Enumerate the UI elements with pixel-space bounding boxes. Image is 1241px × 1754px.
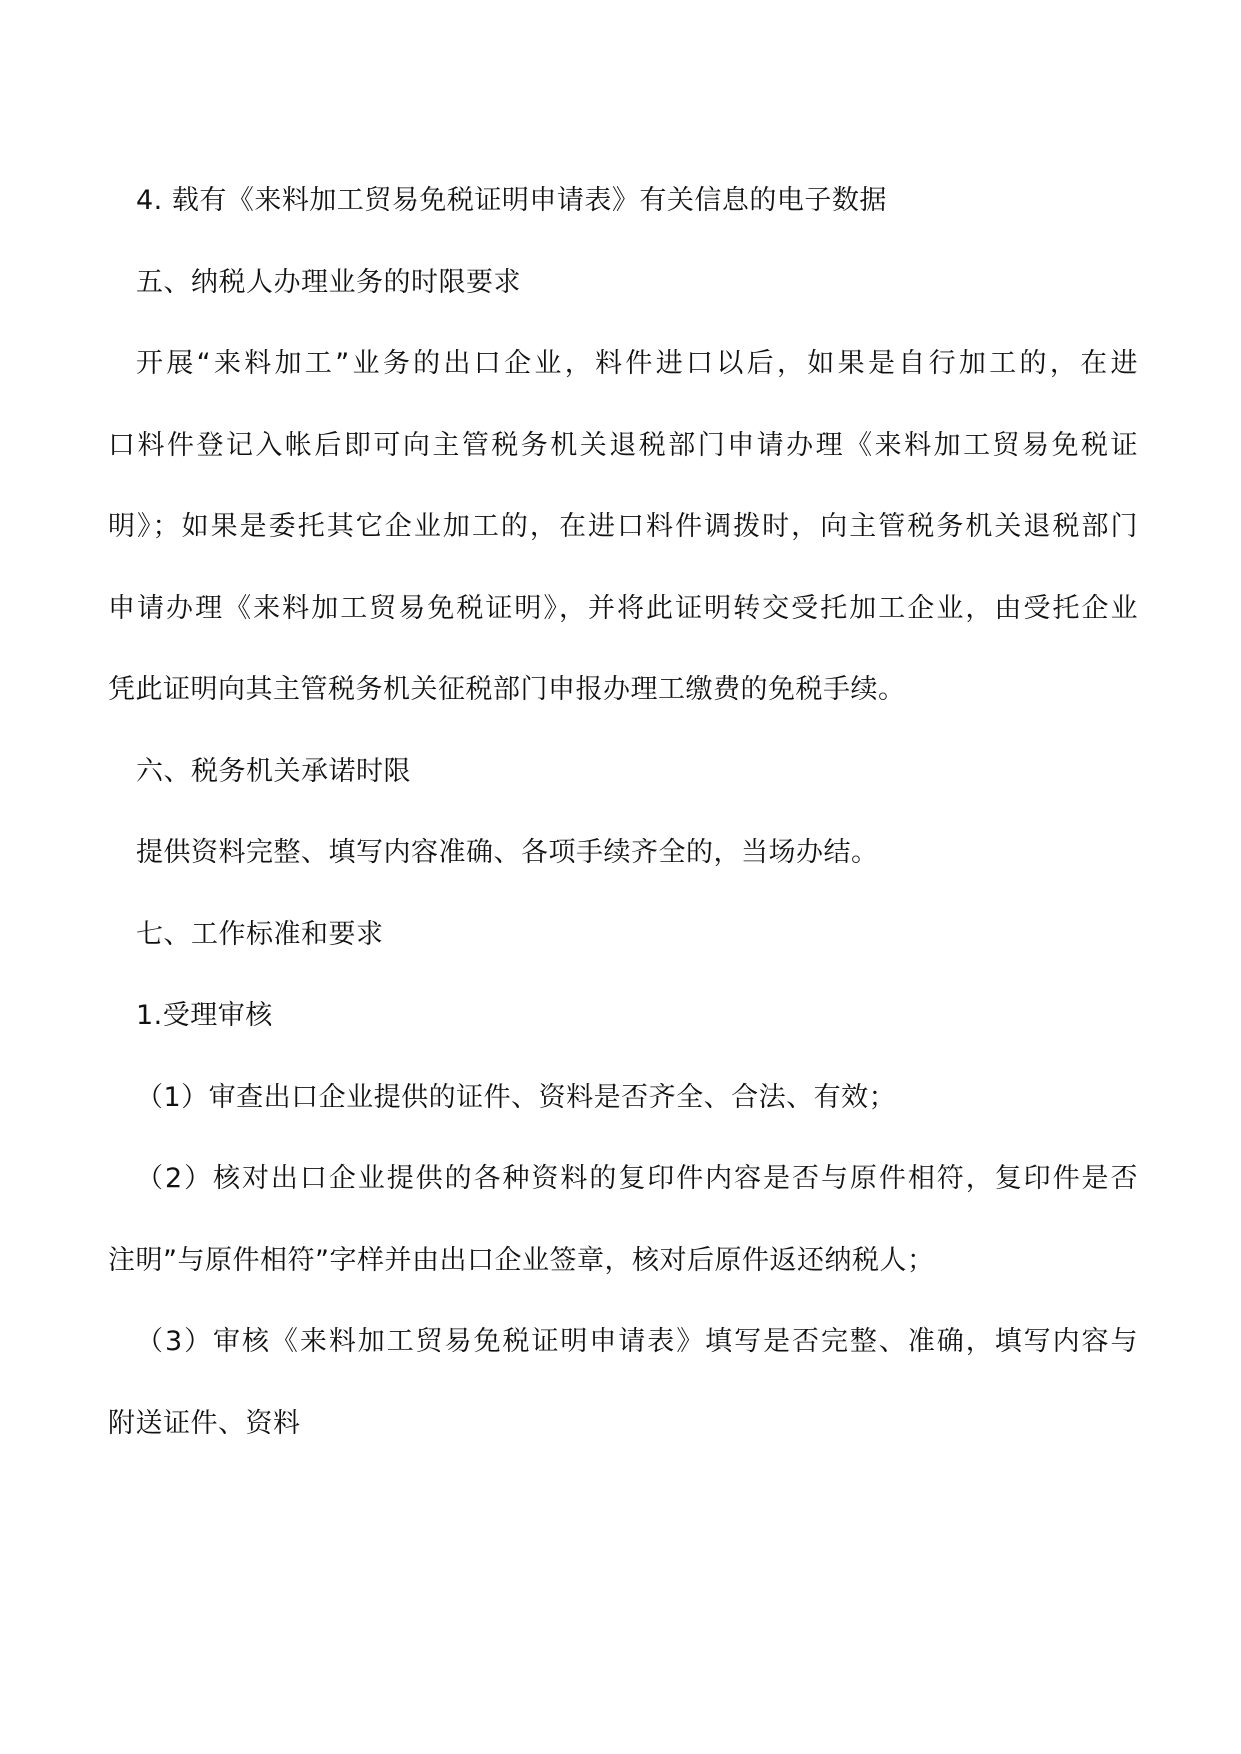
text-line: 申请办理《来料加工贸易免税证明》，并将此证明转交受托加工企业，由受托企业 <box>108 592 1138 624</box>
document-body <box>108 160 1138 1464</box>
text-line: （2）核对出口企业提供的各种资料的复印件内容是否与原件相符，复印件是否 <box>136 1163 1138 1194</box>
text-line: 附送证件、资料 <box>108 1407 301 1439</box>
text-line: 七、工作标准和要求 <box>136 918 384 950</box>
text-line: 明》；如果是委托其它企业加工的，在进口料件调拨时，向主管税务机关退税部门 <box>108 511 1138 542</box>
text-line: （3）审核《来料加工贸易免税证明申请表》填写是否完整、准确，填写内容与 <box>136 1326 1138 1357</box>
text-line: 五、纳税人办理业务的时限要求 <box>136 266 521 298</box>
text-line: 提供资料完整、填写内容准确、各项手续齐全的，当场办结。 <box>136 837 879 868</box>
text-line: 1.受理审核 <box>136 1000 273 1031</box>
text-line: 口料件登记入帐后即可向主管税务机关退税部门申请办理《来料加工贸易免税证 <box>108 429 1138 461</box>
text-line: 开展“来料加工”业务的出口企业，料件进口以后，如果是自行加工的，在进 <box>136 348 1138 379</box>
text-line: （1）审查出口企业提供的证件、资料是否齐全、合法、有效； <box>136 1081 897 1113</box>
text-line: 六、税务机关承诺时限 <box>136 755 411 787</box>
text-line: 4. 载有《来料加工贸易免税证明申请表》有关信息的电子数据 <box>136 185 887 216</box>
text-line: 凭此证明向其主管税务机关征税部门申报办理工缴费的免税手续。 <box>108 674 906 705</box>
text-line: 注明”与原件相符”字样并由出口企业签章，核对后原件返还纳税人； <box>108 1244 935 1276</box>
